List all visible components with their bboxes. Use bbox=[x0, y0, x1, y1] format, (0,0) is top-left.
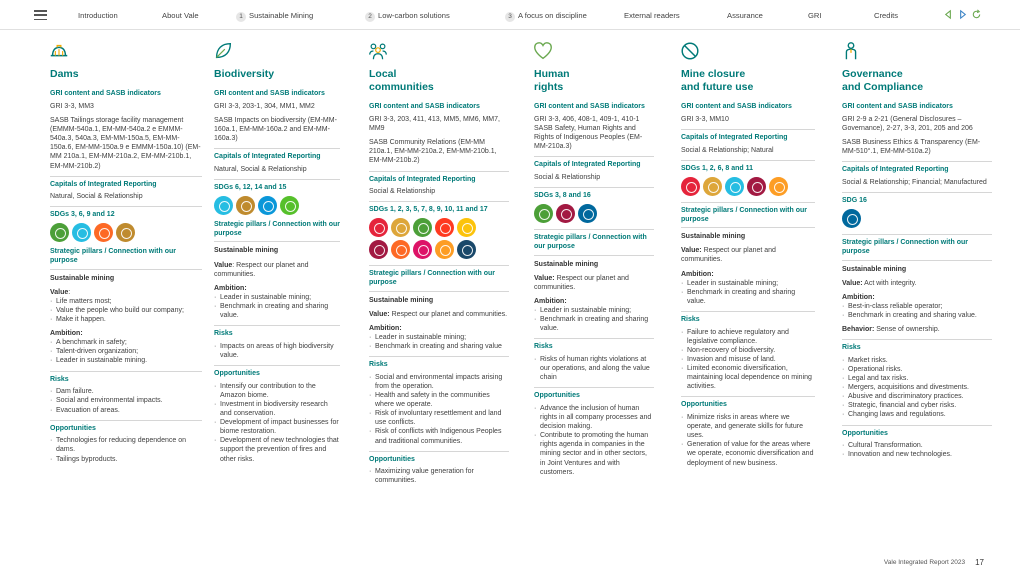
title-line: Human bbox=[534, 68, 570, 81]
sdg-label: SDGs 3, 8 and 16 bbox=[534, 192, 591, 200]
section-number: 2 bbox=[365, 12, 375, 22]
title-line: Governance bbox=[842, 68, 903, 81]
divider bbox=[681, 202, 815, 203]
gri-label: GRI content and SASB indicators bbox=[369, 103, 480, 111]
list-item: · Risk of involuntary resettlement and land use conflicts. bbox=[369, 409, 509, 427]
gri-text: GRI 2-9 a 2-21 (General Disclosures – Governance), 2-27, 3-3, 201, 205 and 206 bbox=[842, 116, 973, 133]
list-item: · Benchmark in creating and sharing value. bbox=[214, 302, 340, 320]
sdg-17-icon bbox=[457, 240, 476, 259]
divider bbox=[369, 201, 509, 202]
section-title bbox=[369, 68, 509, 94]
refresh-icon[interactable] bbox=[971, 9, 982, 20]
list-item: · Health and safety in the communities where we operate. bbox=[369, 391, 509, 409]
divider bbox=[534, 229, 654, 230]
divider bbox=[50, 176, 202, 177]
list-item: · Generation of value for the areas where we operate, economic diversification and deployment of new business. bbox=[681, 440, 815, 467]
divider bbox=[681, 227, 815, 228]
capitals-text: Social & Relationship bbox=[369, 188, 436, 196]
sdg-icons bbox=[50, 223, 170, 242]
value-content: Respect our planet and communities. bbox=[389, 310, 508, 318]
sdg-16-icon bbox=[842, 209, 861, 228]
divider bbox=[681, 311, 815, 312]
sasb-text: SASB Impacts on biodiversity (EM-MM-160a.1, EM-MM-160a.2 and EM-MM-160a.3) bbox=[214, 117, 337, 143]
sdg-15-icon bbox=[280, 196, 299, 215]
divider bbox=[214, 179, 340, 180]
capitals-text: Social & Relationship; Financial; Manufactured bbox=[842, 179, 987, 187]
opportunities-list bbox=[369, 467, 509, 485]
risks-label: Risks bbox=[534, 343, 553, 351]
column-governance bbox=[842, 40, 992, 464]
column-human-rights bbox=[534, 40, 654, 482]
ambition-list bbox=[681, 279, 815, 306]
nav-sustainable-mining[interactable] bbox=[236, 11, 313, 22]
divider bbox=[842, 260, 992, 261]
list-item: · A benchmark in safety; bbox=[50, 338, 202, 347]
nav-credits[interactable]: Credits bbox=[874, 11, 899, 20]
list-item: · Investment in biodiversity research and conservation. bbox=[214, 400, 340, 418]
gri-label: GRI content and SASB indicators bbox=[842, 103, 953, 111]
list-item: · Evacuation of areas. bbox=[50, 406, 202, 415]
behavior-label: Behavior: bbox=[842, 326, 875, 334]
list-item: · Leader in sustainable mining; bbox=[214, 293, 340, 302]
list-item: · Abusive and discriminatory practices. bbox=[842, 392, 992, 401]
list-item: · Strategic, financial and cyber risks. bbox=[842, 401, 992, 410]
sdg-label: SDGs 6, 12, 14 and 15 bbox=[214, 184, 287, 192]
capitals-text: Natural, Social & Relationship bbox=[50, 193, 143, 201]
capitals-text: Social & Relationship bbox=[534, 174, 601, 182]
values-list bbox=[50, 297, 202, 324]
section-title: Dams bbox=[50, 68, 79, 81]
value-label: Value: bbox=[842, 279, 863, 287]
divider bbox=[842, 234, 992, 235]
ambition-label: Ambition: bbox=[534, 297, 567, 305]
title-line: and Compliance bbox=[842, 81, 924, 94]
nav-about-vale[interactable]: About Vale bbox=[162, 11, 199, 20]
gri-text: GRI 3-3, 406, 408-1, 409-1, 410-1 SASB Safety, Human Rights and Rights of Indigenous Peoples (EM-MM-210a.3) bbox=[534, 116, 643, 151]
divider bbox=[842, 339, 992, 340]
list-item: · Development of impact businesses for biome restoration. bbox=[214, 418, 340, 436]
list-item: · Intensify our contribution to the Amazon biome. bbox=[214, 382, 340, 400]
sdg-12-icon bbox=[236, 196, 255, 215]
ambition-label: Ambition: bbox=[214, 284, 247, 292]
top-nav bbox=[0, 0, 1020, 30]
value-text bbox=[842, 279, 992, 288]
list-item: · Best-in-class reliable operator; bbox=[842, 302, 992, 311]
divider bbox=[534, 338, 654, 339]
nav-low-carbon[interactable] bbox=[365, 11, 450, 22]
gri-text: GRI 3-3, 203-1, 304, MM1, MM2 bbox=[214, 102, 315, 110]
divider bbox=[50, 420, 202, 421]
gri-text: GRI 3-3, MM10 bbox=[681, 116, 729, 124]
list-item: · Innovation and new technologies. bbox=[842, 450, 992, 459]
pillars-label: Strategic pillars / Connection with our purpose bbox=[842, 239, 969, 255]
sdg-icons bbox=[534, 204, 654, 223]
sdg-6-icon bbox=[725, 177, 744, 196]
ambition-label: Ambition: bbox=[50, 330, 83, 338]
sdg-11-icon bbox=[769, 177, 788, 196]
sdg-8-icon bbox=[369, 240, 388, 259]
divider bbox=[681, 129, 815, 130]
risks-list bbox=[214, 342, 340, 360]
sdg-10-icon bbox=[413, 240, 432, 259]
divider bbox=[50, 206, 202, 207]
menu-icon[interactable] bbox=[34, 10, 47, 20]
section-title bbox=[534, 68, 654, 94]
opportunities-list bbox=[681, 413, 815, 468]
divider bbox=[534, 387, 654, 388]
title-line: Mine closure bbox=[681, 68, 746, 81]
value-label-text: Value bbox=[50, 288, 69, 296]
value-label: Value: bbox=[534, 274, 555, 282]
report-name: Vale Integrated Report 2023 bbox=[883, 559, 966, 566]
sasb-text: SASB Business Ethics & Transparency (EM-MM-510°.1, EM-MM-510a.2) bbox=[842, 139, 981, 156]
ambition-list bbox=[842, 302, 992, 320]
nav-assurance[interactable]: Assurance bbox=[727, 11, 763, 20]
list-item: · Technologies for reducing dependence on dams. bbox=[50, 436, 202, 454]
risks-label: Risks bbox=[369, 361, 388, 369]
ambition-label: Ambition: bbox=[681, 270, 714, 278]
value-label: Value: bbox=[681, 247, 702, 255]
page-number: 17 bbox=[975, 558, 984, 567]
list-item: · Benchmark in creating and sharing value. bbox=[842, 311, 992, 320]
section-number: 3 bbox=[505, 12, 515, 22]
list-item: · Impacts on areas of high biodiversity value. bbox=[214, 342, 340, 360]
nav-label: Low-carbon solutions bbox=[378, 11, 450, 20]
sdg-14-icon bbox=[258, 196, 277, 215]
opportunities-label: Opportunities bbox=[534, 392, 580, 400]
list-item: · Market risks. bbox=[842, 356, 992, 365]
opportunities-label: Opportunities bbox=[369, 455, 415, 463]
no-entry-icon bbox=[679, 40, 701, 62]
list-item: · Non-recovery of biodiversity. bbox=[681, 346, 815, 355]
risks-label: Risks bbox=[214, 330, 233, 338]
section-title bbox=[681, 68, 815, 94]
divider bbox=[369, 265, 509, 266]
list-item: · Life matters most; bbox=[50, 297, 202, 306]
divider bbox=[534, 156, 654, 157]
sasb-text: SASB Community Relations (EM-MM 210a.1, EM-MM-210a.2, EM-MM-210b.1, EM-MM-210b.2) bbox=[369, 139, 497, 165]
sdg-6-icon bbox=[214, 196, 233, 215]
value-content: : Respect our planet and communities. bbox=[214, 261, 309, 278]
section-number: 1 bbox=[236, 12, 246, 22]
ambition-list bbox=[50, 338, 202, 365]
sdg-3-icon bbox=[413, 218, 432, 237]
nav-label: A focus on discipline bbox=[518, 11, 587, 20]
list-item: · Maximizing value generation for communities. bbox=[369, 467, 509, 485]
list-item: · Benchmark in creating and sharing value. bbox=[681, 288, 815, 306]
opportunities-label: Opportunities bbox=[681, 401, 727, 409]
list-item: · Leader in sustainable mining; bbox=[369, 333, 509, 342]
risks-list bbox=[842, 356, 992, 420]
pillar-name: Sustainable mining bbox=[534, 260, 599, 268]
person-icon bbox=[840, 40, 862, 62]
list-item: · Make it happen. bbox=[50, 315, 202, 324]
risks-list bbox=[369, 373, 509, 446]
behavior-text bbox=[842, 325, 992, 334]
sdg-2-icon bbox=[703, 177, 722, 196]
divider bbox=[842, 161, 992, 162]
value-label: Value: bbox=[369, 310, 390, 318]
risks-label: Risks bbox=[842, 344, 861, 352]
opportunities-list bbox=[842, 441, 992, 459]
value-text bbox=[369, 310, 509, 319]
list-item: · Minimize risks in areas where we operate, and generate skills for future uses. bbox=[681, 413, 815, 440]
column-biodiversity bbox=[214, 40, 340, 469]
list-item: · Social and environmental impacts. bbox=[50, 396, 202, 405]
gri-label: GRI content and SASB indicators bbox=[50, 90, 161, 98]
sdg-icons bbox=[842, 209, 962, 228]
nav-label: Sustainable Mining bbox=[249, 11, 314, 20]
nav-external-readers[interactable]: External readers bbox=[624, 11, 680, 20]
opportunities-label: Opportunities bbox=[214, 370, 260, 378]
list-item: · Invasion and misuse of land. bbox=[681, 355, 815, 364]
capitals-label: Capitals of Integrated Reporting bbox=[681, 134, 788, 142]
pillars-label: Strategic pillars / Connection with our purpose bbox=[534, 234, 647, 250]
sdg-label: SDGs 1, 2, 6, 8 and 11 bbox=[681, 165, 753, 173]
column-dams bbox=[50, 40, 202, 469]
pillars-label: Strategic pillars / Connection with our purpose bbox=[214, 220, 341, 237]
list-item: · Mergers, acquisitions and divestments. bbox=[842, 383, 992, 392]
sdg-9-icon bbox=[94, 223, 113, 242]
opportunities-label: Opportunities bbox=[842, 429, 888, 437]
list-item: · Benchmark in creating and sharing value bbox=[369, 342, 509, 351]
value-content: Act with integrity. bbox=[862, 279, 917, 287]
prev-page-icon[interactable] bbox=[943, 9, 954, 20]
pillar-name: Sustainable mining bbox=[214, 247, 279, 255]
section-title: Biodiversity bbox=[214, 68, 275, 81]
dam-helmet-icon bbox=[48, 40, 70, 62]
nav-discipline[interactable] bbox=[505, 11, 587, 22]
capitals-label: Capitals of Integrated Reporting bbox=[50, 180, 157, 188]
nav-tools bbox=[943, 9, 982, 20]
ambition-label: Ambition: bbox=[842, 293, 875, 301]
column-mine-closure bbox=[681, 40, 815, 473]
heart-icon bbox=[532, 40, 554, 62]
divider bbox=[214, 241, 340, 242]
sdg-8-icon bbox=[747, 177, 766, 196]
capitals-label: Capitals of Integrated Reporting bbox=[214, 153, 321, 161]
ambition-list bbox=[369, 333, 509, 351]
leaf-icon bbox=[212, 40, 234, 62]
title-line: and future use bbox=[681, 81, 754, 94]
sdg-12-icon bbox=[116, 223, 135, 242]
gri-label: GRI content and SASB indicators bbox=[681, 103, 792, 111]
value-text bbox=[534, 274, 654, 292]
divider bbox=[369, 451, 509, 452]
list-item: · Talent-driven organization; bbox=[50, 347, 202, 356]
sdg-label: SDGs 1, 2, 3, 5, 7, 8, 9, 10, 11 and 17 bbox=[369, 206, 488, 214]
column-local-communities bbox=[369, 40, 509, 491]
gri-text: GRI 3-3, MM3 bbox=[50, 102, 94, 110]
sdg-3-icon bbox=[50, 223, 69, 242]
divider bbox=[214, 325, 340, 326]
pillars-label: Strategic pillars / Connection with our purpose bbox=[50, 248, 177, 264]
list-item: · Failure to achieve regulatory and legislative compliance. bbox=[681, 328, 815, 346]
capitals-text: Natural, Social & Relationship bbox=[214, 166, 307, 174]
list-item: · Limited economic diversification, maintaining local dependence on mining activities. bbox=[681, 364, 815, 391]
gri-label: GRI content and SASB indicators bbox=[214, 90, 325, 98]
list-item: · Value the people who build our company; bbox=[50, 306, 202, 315]
value-label bbox=[50, 288, 202, 297]
capitals-label: Capitals of Integrated Reporting bbox=[842, 166, 949, 174]
nav-introduction[interactable]: Introduction bbox=[78, 11, 118, 20]
capitals-label: Capitals of Integrated Reporting bbox=[369, 175, 476, 183]
divider bbox=[681, 396, 815, 397]
risks-list bbox=[50, 387, 202, 414]
nav-gri[interactable]: GRI bbox=[808, 11, 822, 20]
opportunities-list bbox=[214, 382, 340, 464]
value-text bbox=[214, 261, 340, 279]
risks-list bbox=[681, 328, 815, 392]
list-item: · Benchmark in creating and sharing value. bbox=[534, 315, 654, 333]
list-item: · Development of new technologies that support the prevention of fires and other risks. bbox=[214, 436, 340, 463]
opportunities-list bbox=[534, 404, 654, 477]
list-item: · Operational risks. bbox=[842, 365, 992, 374]
gri-text: GRI 3-3, 203, 411, 413, MM5, MM6, MM7, MM9 bbox=[369, 116, 500, 133]
pillars-label: Strategic pillars / Connection with our purpose bbox=[681, 206, 808, 223]
value-colon: : bbox=[68, 288, 71, 296]
divider bbox=[214, 148, 340, 149]
gri-label: GRI content and SASB indicators bbox=[534, 103, 645, 111]
sdg-11-icon bbox=[435, 240, 454, 259]
list-item: · Advance the inclusion of human rights in all company processes and decision making. bbox=[534, 404, 654, 431]
list-item: · Social and environmental impacts arising from the operation. bbox=[369, 373, 509, 391]
list-item: · Changing laws and regulations. bbox=[842, 410, 992, 419]
capitals-label: Capitals of Integrated Reporting bbox=[534, 161, 641, 169]
list-item: · Leader in sustainable mining. bbox=[50, 356, 202, 365]
capitals-text: Social & Relationship; Natural bbox=[681, 146, 774, 154]
ambition-list bbox=[214, 293, 340, 320]
value-content: Respect our planet and communities. bbox=[534, 274, 629, 291]
divider bbox=[369, 171, 509, 172]
pillar-name: Sustainable mining bbox=[681, 233, 746, 241]
list-item: · Leader in sustainable mining; bbox=[681, 279, 815, 288]
ambition-list bbox=[534, 306, 654, 333]
pillar-name: Sustainable mining bbox=[50, 274, 115, 282]
sdg-5-icon bbox=[435, 218, 454, 237]
behavior-content: Sense of ownership. bbox=[874, 326, 940, 334]
list-item: · Dam failure. bbox=[50, 387, 202, 396]
value-text bbox=[681, 246, 815, 264]
divider bbox=[369, 356, 509, 357]
sdg-16-icon bbox=[578, 204, 597, 223]
pillar-name: Sustainable mining bbox=[369, 296, 434, 304]
sdg-1-icon bbox=[369, 218, 388, 237]
divider bbox=[534, 255, 654, 256]
ambition-label: Ambition: bbox=[369, 324, 402, 332]
list-item: · Legal and tax risks. bbox=[842, 374, 992, 383]
sdg-2-icon bbox=[391, 218, 410, 237]
sdg-7-icon bbox=[457, 218, 476, 237]
sdg-icons bbox=[214, 196, 334, 215]
value-label: Value bbox=[214, 261, 233, 269]
pillars-label: Strategic pillars / Connection with our purpose bbox=[369, 270, 496, 286]
sdg-1-icon bbox=[681, 177, 700, 196]
divider bbox=[842, 425, 992, 426]
list-item: · Cultural Transformation. bbox=[842, 441, 992, 450]
list-item: · Risk of conflicts with Indigenous Peoples and traditional communities. bbox=[369, 427, 509, 445]
value-content: Respect our planet and communities. bbox=[681, 247, 776, 264]
risks-label: Risks bbox=[681, 315, 700, 323]
divider bbox=[681, 160, 815, 161]
title-line: communities bbox=[369, 81, 434, 94]
list-item: · Contribute to promoting the human rights agenda in companies in the mining sector and in other sectors, in Joint Ventures and with customers. bbox=[534, 431, 654, 476]
pillar-name: Sustainable mining bbox=[842, 265, 907, 273]
next-page-icon[interactable] bbox=[957, 9, 968, 20]
title-line: Local bbox=[369, 68, 397, 81]
sdg-label: SDGs 3, 6, 9 and 12 bbox=[50, 211, 115, 219]
sasb-text: SASB Tailings storage facility management (EMMM-540a.1, EM-MM-540a.2 e EMMM-540a.3, 540a.3, EM-MM-150a.5, EM-MM-150a.6, EM-MM-150a.9 e EMMM-150a.10) (EM-MM 210a.1, EM-MM-210a.2, EM-MM-210b.1, EM-MM-210b.2) bbox=[50, 117, 201, 170]
opportunities-label: Opportunities bbox=[50, 424, 96, 432]
divider bbox=[50, 269, 202, 270]
title-line: rights bbox=[534, 81, 564, 94]
sdg-label: SDG 16 bbox=[842, 197, 867, 205]
divider bbox=[50, 371, 202, 372]
list-item: · Risks of human rights violations at our operations, and along the value chain bbox=[534, 355, 654, 382]
sdg-6-icon bbox=[72, 223, 91, 242]
sdg-3-icon bbox=[534, 204, 553, 223]
sdg-8-icon bbox=[556, 204, 575, 223]
opportunities-list bbox=[50, 436, 202, 463]
sdg-icons bbox=[681, 177, 801, 196]
section-title bbox=[842, 68, 992, 94]
divider bbox=[369, 291, 509, 292]
sdg-icons bbox=[369, 218, 489, 259]
divider bbox=[842, 192, 992, 193]
risks-label: Risks bbox=[50, 375, 69, 383]
divider bbox=[214, 365, 340, 366]
people-icon bbox=[367, 40, 389, 62]
list-item: · Leader in sustainable mining; bbox=[534, 306, 654, 315]
footer bbox=[884, 558, 984, 567]
list-item: · Tailings byproducts. bbox=[50, 455, 202, 464]
divider bbox=[534, 187, 654, 188]
sdg-9-icon bbox=[391, 240, 410, 259]
risks-list bbox=[534, 355, 654, 382]
